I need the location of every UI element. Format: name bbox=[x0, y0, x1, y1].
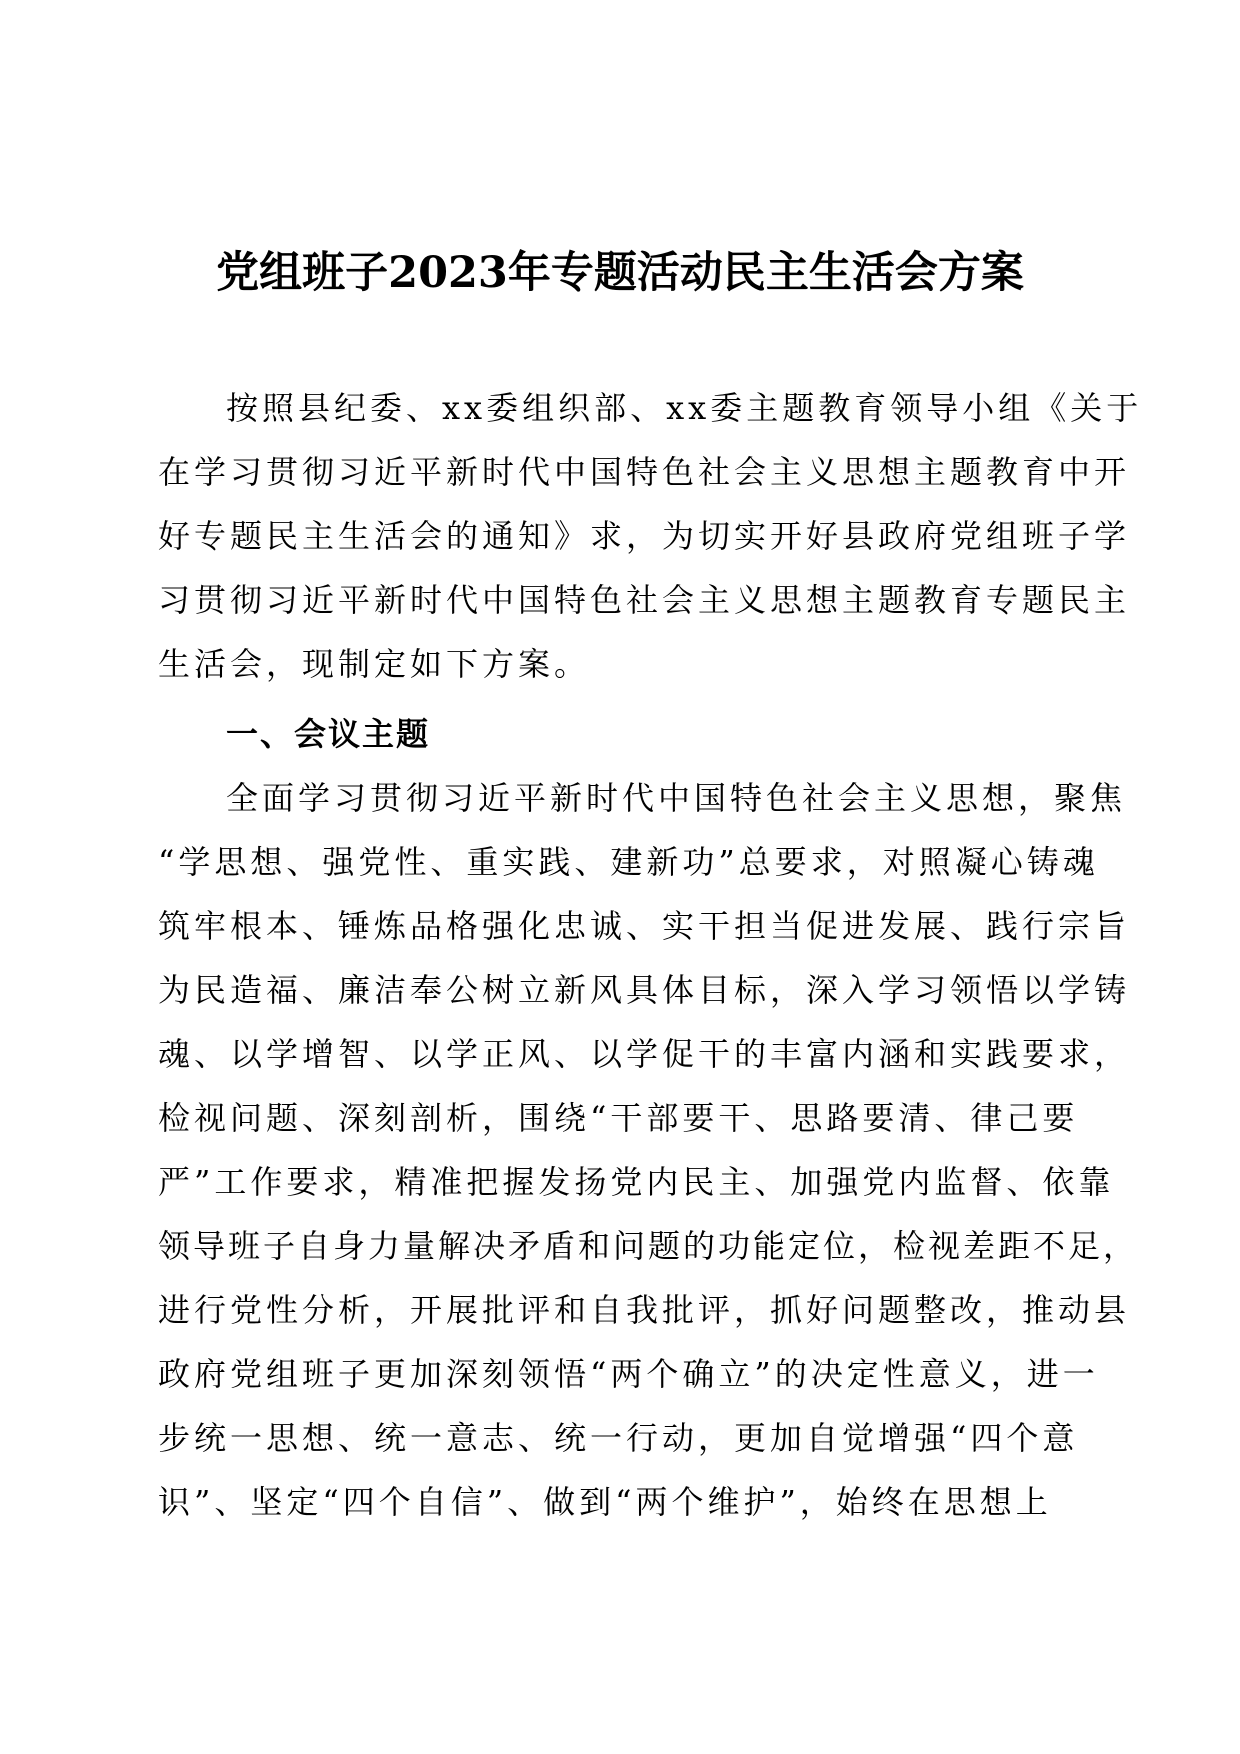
paragraph-line: 检视问题、深刻剖析，围绕“干部要干、思路要清、律己要 bbox=[158, 1099, 1079, 1137]
paragraph-line: 习贯彻习近平新时代中国特色社会主义思想主题教育专题民主 bbox=[158, 581, 1131, 619]
paragraph-line: 识”、坚定“四个自信”、做到“两个维护”，始终在思想上 bbox=[158, 1483, 1052, 1521]
paragraph-line: 筑牢根本、锤炼品格强化忠诚、实干担当促进发展、践行宗旨 bbox=[158, 907, 1131, 945]
paragraph-line: 生活会，现制定如下方案。 bbox=[158, 645, 591, 683]
paragraph-line: 领导班子自身力量解决矛盾和问题的功能定位，检视差距不足， bbox=[158, 1227, 1139, 1265]
paragraph-line: “学思想、强党性、重实践、建新功”总要求，对照凝心铸魂 bbox=[158, 843, 1099, 881]
paragraph-line: 按照县纪委、xx委组织部、xx委主题教育领导小组《关于 bbox=[226, 389, 1143, 427]
paragraph-line: 进行党性分析，开展批评和自我批评，抓好问题整改，推动县 bbox=[158, 1291, 1131, 1329]
paragraph-line: 魂、以学增智、以学正风、以学促干的丰富内涵和实践要求， bbox=[158, 1035, 1131, 1073]
paragraph-line: 在学习贯彻习近平新时代中国特色社会主义思想主题教育中开 bbox=[158, 453, 1131, 491]
paragraph-line: 全面学习贯彻习近平新时代中国特色社会主义思想，聚焦 bbox=[226, 779, 1127, 817]
intro-paragraph bbox=[158, 376, 1143, 696]
paragraph-line: 为民造福、廉洁奉公树立新风具体目标，深入学习领悟以学铸 bbox=[158, 971, 1131, 1009]
section-heading: 一、会议主题 bbox=[226, 715, 431, 753]
section-heading-block bbox=[158, 702, 1098, 766]
document-title: 党组班子2023年专题活动民主生活会方案 bbox=[216, 248, 1024, 298]
theme-paragraph bbox=[158, 766, 1139, 1534]
paragraph-line: 严”工作要求，精准把握发扬党内民主、加强党内监督、依靠 bbox=[158, 1163, 1115, 1201]
paragraph-line: 好专题民主生活会的通知》求，为切实开好县政府党组班子学 bbox=[158, 517, 1131, 555]
paragraph-line: 政府党组班子更加深刻领悟“两个确立”的决定性意义，进一 bbox=[158, 1355, 1099, 1393]
paragraph-line: 步统一思想、统一意志、统一行动，更加自觉增强“四个意 bbox=[158, 1419, 1079, 1457]
